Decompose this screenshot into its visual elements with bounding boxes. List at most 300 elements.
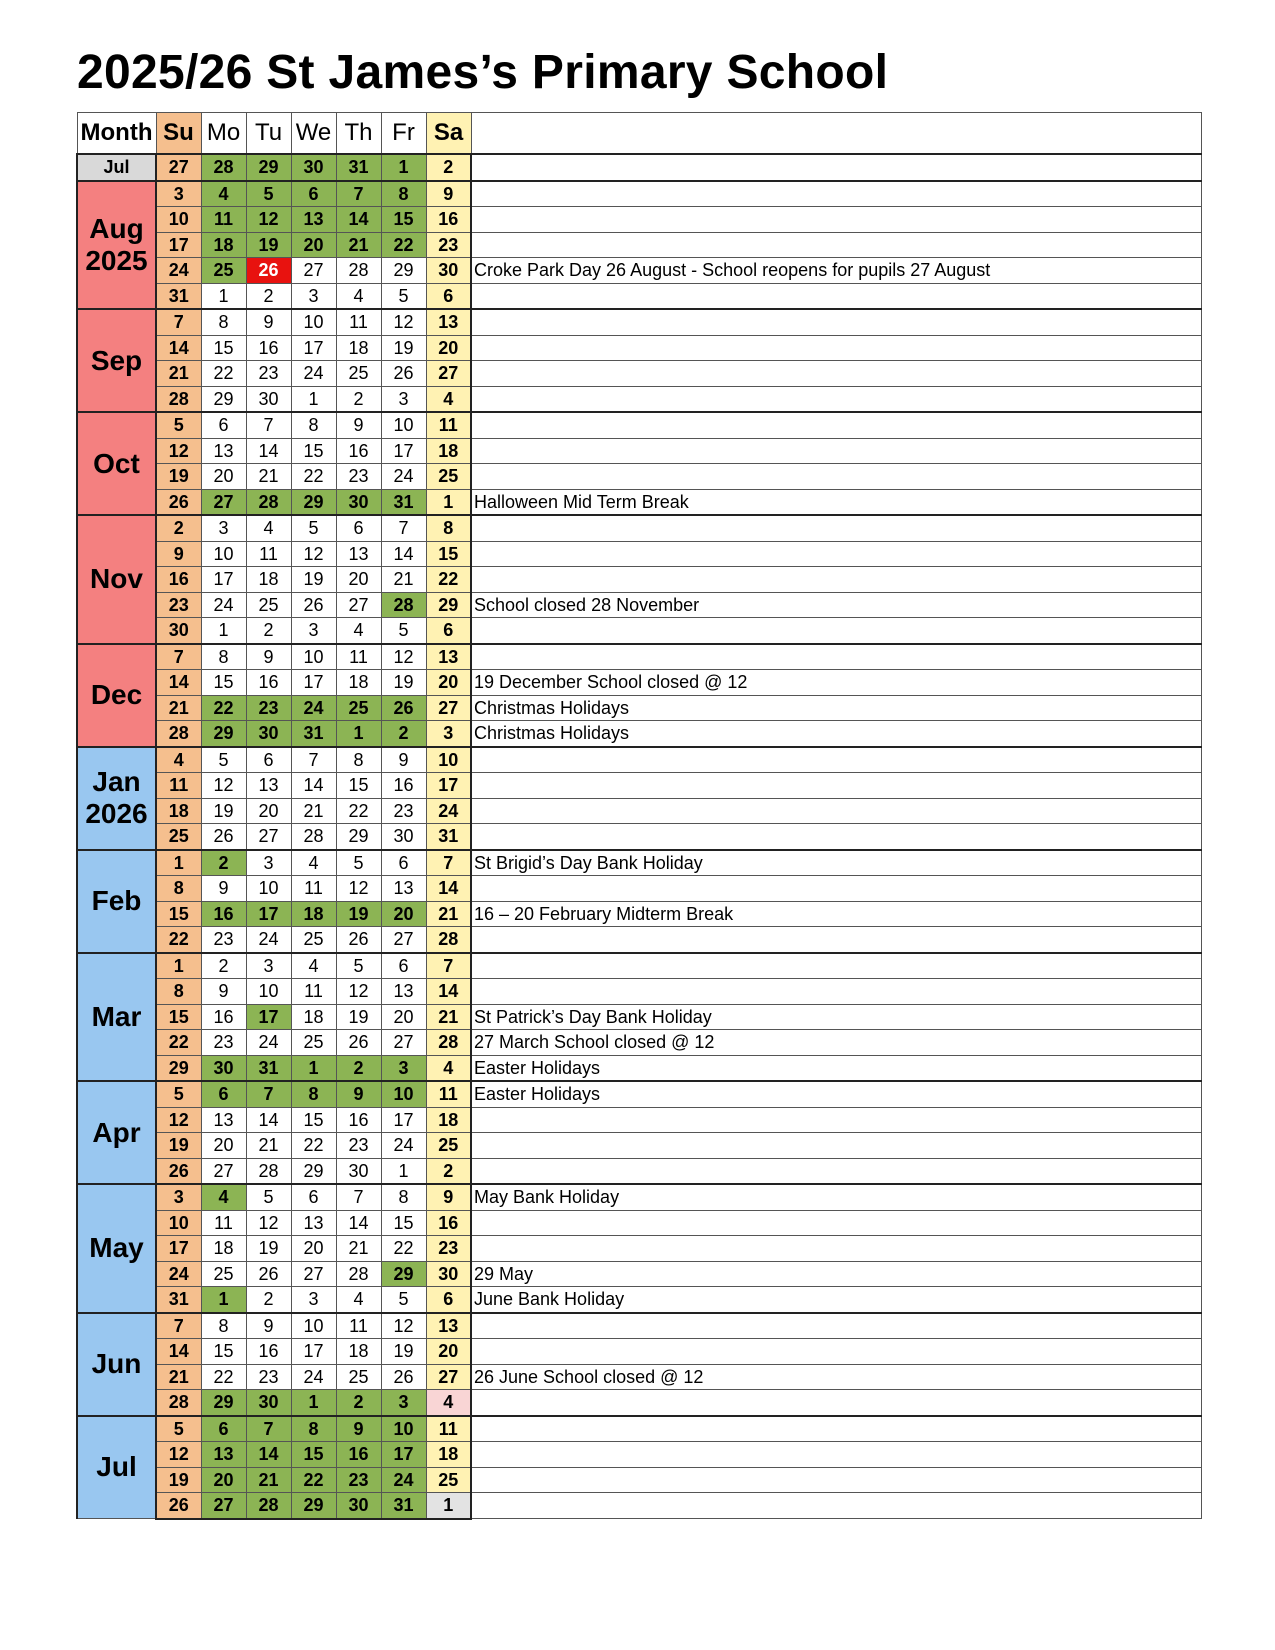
week-note: St Patrick’s Day Bank Holiday [471,1004,1201,1030]
day-cell-friday: 19 [381,335,426,361]
day-cell-tuesday: 17 [246,1004,291,1030]
day-cell-thursday: 9 [336,412,381,438]
day-cell-saturday: 6 [426,1287,471,1313]
day-cell-tuesday: 9 [246,1313,291,1339]
day-cell-saturday: 23 [426,232,471,258]
week-note [471,1313,1201,1339]
day-cell-sunday: 17 [156,232,201,258]
day-cell-friday: 20 [381,901,426,927]
day-cell-saturday: 18 [426,1107,471,1133]
day-cell-friday: 26 [381,361,426,387]
day-cell-thursday: 20 [336,567,381,593]
day-cell-tuesday: 16 [246,1339,291,1365]
day-cell-saturday: 27 [426,361,471,387]
day-cell-thursday: 13 [336,541,381,567]
day-cell-tuesday: 4 [246,515,291,541]
day-cell-tuesday: 9 [246,309,291,335]
day-cell-sunday: 7 [156,1313,201,1339]
day-cell-thursday: 7 [336,181,381,207]
week-note: Easter Holidays [471,1081,1201,1107]
day-cell-monday: 9 [201,979,246,1005]
day-cell-wednesday: 27 [291,258,336,284]
day-cell-sunday: 28 [156,1390,201,1416]
day-cell-sunday: 16 [156,567,201,593]
day-cell-monday: 17 [201,567,246,593]
day-cell-wednesday: 21 [291,798,336,824]
day-cell-monday: 18 [201,232,246,258]
day-cell-monday: 24 [201,592,246,618]
week-note [471,154,1201,181]
day-cell-tuesday: 30 [246,721,291,747]
day-cell-friday: 16 [381,773,426,799]
month-label: Jan 2026 [77,747,156,850]
week-note: May Bank Holiday [471,1184,1201,1210]
week-note [471,335,1201,361]
day-cell-tuesday: 28 [246,489,291,515]
day-cell-wednesday: 1 [291,386,336,412]
day-cell-monday: 23 [201,1030,246,1056]
day-cell-friday: 12 [381,644,426,670]
week-note [471,953,1201,979]
day-cell-thursday: 4 [336,618,381,644]
week-note [471,515,1201,541]
day-cell-thursday: 21 [336,1236,381,1262]
month-label: May [77,1184,156,1313]
week-note [471,232,1201,258]
week-note [471,927,1201,953]
day-cell-thursday: 18 [336,335,381,361]
day-cell-saturday: 9 [426,1184,471,1210]
day-cell-tuesday: 7 [246,412,291,438]
month-label: Dec [77,644,156,747]
day-cell-tuesday: 3 [246,850,291,876]
week-row [77,721,1201,747]
day-cell-wednesday: 15 [291,438,336,464]
day-cell-saturday: 4 [426,386,471,412]
week-note: 27 March School closed @ 12 [471,1030,1201,1056]
week-note [471,1107,1201,1133]
day-cell-monday: 1 [201,618,246,644]
day-cell-thursday: 22 [336,798,381,824]
week-row [77,1210,1201,1236]
day-cell-friday: 9 [381,747,426,773]
day-cell-sunday: 1 [156,953,201,979]
month-label: Jul [77,154,156,181]
day-cell-tuesday: 13 [246,773,291,799]
day-cell-friday: 24 [381,464,426,490]
week-note [471,1210,1201,1236]
day-cell-monday: 28 [201,154,246,181]
day-cell-saturday: 23 [426,1236,471,1262]
day-cell-sunday: 21 [156,695,201,721]
day-cell-wednesday: 20 [291,232,336,258]
day-cell-sunday: 26 [156,1493,201,1519]
week-note [471,773,1201,799]
day-cell-wednesday: 25 [291,927,336,953]
day-cell-monday: 16 [201,901,246,927]
week-note [471,181,1201,207]
notes-header [471,113,1201,155]
day-cell-tuesday: 16 [246,335,291,361]
day-cell-tuesday: 23 [246,695,291,721]
day-cell-monday: 6 [201,1416,246,1442]
day-cell-sunday: 30 [156,618,201,644]
day-cell-monday: 2 [201,953,246,979]
day-cell-friday: 27 [381,1030,426,1056]
day-cell-monday: 23 [201,927,246,953]
calendar-body [77,113,1201,1519]
day-cell-saturday: 7 [426,850,471,876]
day-cell-friday: 17 [381,1442,426,1468]
week-note: Christmas Holidays [471,695,1201,721]
day-cell-wednesday: 3 [291,283,336,309]
day-cell-thursday: 23 [336,464,381,490]
day-header-tuesday: Tu [246,113,291,155]
day-cell-tuesday: 3 [246,953,291,979]
day-cell-friday: 15 [381,207,426,233]
week-row [77,1287,1201,1313]
day-cell-wednesday: 13 [291,1210,336,1236]
week-row [77,464,1201,490]
day-cell-thursday: 4 [336,1287,381,1313]
day-cell-saturday: 13 [426,1313,471,1339]
month-label: Feb [77,850,156,953]
day-cell-thursday: 25 [336,361,381,387]
week-note [471,798,1201,824]
week-note: Easter Holidays [471,1055,1201,1081]
day-cell-sunday: 19 [156,1133,201,1159]
day-cell-wednesday: 10 [291,1313,336,1339]
day-cell-monday: 4 [201,181,246,207]
day-cell-saturday: 10 [426,747,471,773]
day-cell-friday: 3 [381,1055,426,1081]
week-row [77,1107,1201,1133]
week-row [77,412,1201,438]
day-cell-friday: 20 [381,1004,426,1030]
day-cell-friday: 3 [381,1390,426,1416]
day-cell-sunday: 12 [156,1107,201,1133]
day-cell-wednesday: 14 [291,773,336,799]
week-row [77,1364,1201,1390]
day-cell-saturday: 4 [426,1055,471,1081]
day-cell-sunday: 3 [156,181,201,207]
week-row [77,541,1201,567]
day-cell-thursday: 6 [336,515,381,541]
day-cell-tuesday: 26 [246,258,291,284]
week-row [77,232,1201,258]
week-row [77,1055,1201,1081]
day-cell-tuesday: 5 [246,1184,291,1210]
week-note [471,438,1201,464]
week-note [471,283,1201,309]
day-cell-monday: 27 [201,489,246,515]
day-cell-wednesday: 5 [291,515,336,541]
day-cell-thursday: 28 [336,1261,381,1287]
day-cell-monday: 29 [201,1390,246,1416]
day-cell-wednesday: 18 [291,901,336,927]
week-note [471,207,1201,233]
day-cell-tuesday: 11 [246,541,291,567]
day-header-monday: Mo [201,113,246,155]
day-cell-tuesday: 2 [246,618,291,644]
week-note: St Brigid’s Day Bank Holiday [471,850,1201,876]
day-cell-tuesday: 2 [246,1287,291,1313]
day-cell-saturday: 18 [426,438,471,464]
day-cell-thursday: 26 [336,1030,381,1056]
day-cell-monday: 25 [201,1261,246,1287]
day-cell-wednesday: 24 [291,695,336,721]
day-cell-friday: 1 [381,154,426,181]
day-cell-monday: 8 [201,1313,246,1339]
day-cell-wednesday: 7 [291,747,336,773]
day-cell-friday: 10 [381,1416,426,1442]
week-note [471,309,1201,335]
day-cell-friday: 10 [381,412,426,438]
day-cell-friday: 6 [381,850,426,876]
month-label: Sep [77,309,156,412]
week-row [77,1442,1201,1468]
day-cell-friday: 26 [381,695,426,721]
day-cell-sunday: 1 [156,850,201,876]
day-cell-monday: 6 [201,412,246,438]
day-cell-friday: 31 [381,1493,426,1519]
day-cell-tuesday: 19 [246,1236,291,1262]
day-cell-sunday: 15 [156,1004,201,1030]
day-cell-saturday: 8 [426,515,471,541]
week-row [77,901,1201,927]
calendar-table [76,112,1202,1520]
day-cell-monday: 1 [201,1287,246,1313]
day-cell-sunday: 10 [156,1210,201,1236]
day-cell-friday: 31 [381,489,426,515]
week-note [471,824,1201,850]
day-cell-tuesday: 25 [246,592,291,618]
day-cell-tuesday: 17 [246,901,291,927]
day-cell-friday: 29 [381,1261,426,1287]
day-cell-thursday: 16 [336,1442,381,1468]
day-cell-tuesday: 30 [246,386,291,412]
day-cell-tuesday: 23 [246,1364,291,1390]
day-cell-monday: 30 [201,1055,246,1081]
week-row [77,1416,1201,1442]
day-cell-thursday: 19 [336,901,381,927]
day-cell-wednesday: 11 [291,876,336,902]
week-note [471,1493,1201,1519]
day-cell-thursday: 29 [336,824,381,850]
day-cell-monday: 9 [201,876,246,902]
day-cell-thursday: 30 [336,1493,381,1519]
week-row [77,850,1201,876]
day-cell-tuesday: 7 [246,1081,291,1107]
week-row [77,1236,1201,1262]
day-header-sunday: Su [156,113,201,155]
day-cell-thursday: 18 [336,1339,381,1365]
day-cell-tuesday: 12 [246,1210,291,1236]
day-cell-sunday: 26 [156,489,201,515]
day-cell-saturday: 1 [426,489,471,515]
day-cell-wednesday: 8 [291,412,336,438]
week-note: Christmas Holidays [471,721,1201,747]
week-row [77,438,1201,464]
week-note [471,567,1201,593]
day-cell-thursday: 8 [336,747,381,773]
day-cell-sunday: 15 [156,901,201,927]
day-header-saturday: Sa [426,113,471,155]
day-cell-friday: 29 [381,258,426,284]
day-cell-friday: 19 [381,670,426,696]
day-cell-wednesday: 8 [291,1416,336,1442]
day-cell-friday: 22 [381,1236,426,1262]
day-cell-saturday: 31 [426,824,471,850]
week-note [471,1158,1201,1184]
day-cell-sunday: 12 [156,438,201,464]
day-cell-monday: 13 [201,1442,246,1468]
week-note [471,1467,1201,1493]
day-cell-sunday: 17 [156,1236,201,1262]
day-cell-monday: 20 [201,1467,246,1493]
week-note [471,644,1201,670]
day-cell-wednesday: 1 [291,1055,336,1081]
day-cell-wednesday: 19 [291,567,336,593]
day-cell-sunday: 7 [156,644,201,670]
day-cell-sunday: 7 [156,309,201,335]
day-cell-monday: 2 [201,850,246,876]
day-cell-wednesday: 24 [291,361,336,387]
day-cell-thursday: 16 [336,438,381,464]
week-row [77,1004,1201,1030]
day-cell-saturday: 13 [426,644,471,670]
day-cell-monday: 16 [201,1004,246,1030]
day-cell-monday: 10 [201,541,246,567]
day-cell-monday: 20 [201,1133,246,1159]
day-cell-monday: 18 [201,1236,246,1262]
day-header-thursday: Th [336,113,381,155]
week-note [471,541,1201,567]
day-cell-friday: 19 [381,1339,426,1365]
day-cell-saturday: 4 [426,1390,471,1416]
day-cell-sunday: 19 [156,464,201,490]
day-cell-friday: 13 [381,979,426,1005]
day-cell-sunday: 2 [156,515,201,541]
day-cell-monday: 20 [201,464,246,490]
day-cell-wednesday: 22 [291,1467,336,1493]
week-row [77,258,1201,284]
week-row [77,592,1201,618]
day-cell-saturday: 7 [426,953,471,979]
day-cell-sunday: 9 [156,541,201,567]
week-row [77,207,1201,233]
day-cell-sunday: 8 [156,979,201,1005]
day-cell-tuesday: 10 [246,876,291,902]
day-cell-sunday: 28 [156,721,201,747]
day-cell-wednesday: 3 [291,1287,336,1313]
day-cell-thursday: 2 [336,386,381,412]
day-cell-tuesday: 21 [246,464,291,490]
day-cell-monday: 26 [201,824,246,850]
day-cell-wednesday: 17 [291,670,336,696]
day-cell-tuesday: 5 [246,181,291,207]
day-cell-sunday: 5 [156,412,201,438]
day-cell-saturday: 27 [426,1364,471,1390]
day-cell-tuesday: 23 [246,361,291,387]
day-cell-saturday: 22 [426,567,471,593]
day-cell-saturday: 15 [426,541,471,567]
week-note: 29 May [471,1261,1201,1287]
week-row [77,644,1201,670]
week-row [77,1390,1201,1416]
day-cell-wednesday: 6 [291,1184,336,1210]
day-cell-thursday: 7 [336,1184,381,1210]
day-header-friday: Fr [381,113,426,155]
day-cell-tuesday: 9 [246,644,291,670]
day-cell-wednesday: 10 [291,309,336,335]
day-cell-tuesday: 14 [246,438,291,464]
week-row [77,567,1201,593]
day-cell-sunday: 8 [156,876,201,902]
day-cell-thursday: 31 [336,154,381,181]
day-cell-friday: 5 [381,618,426,644]
day-cell-sunday: 31 [156,1287,201,1313]
day-cell-saturday: 2 [426,1158,471,1184]
day-cell-saturday: 13 [426,309,471,335]
week-row [77,489,1201,515]
day-cell-tuesday: 14 [246,1107,291,1133]
day-cell-friday: 22 [381,232,426,258]
day-cell-monday: 12 [201,773,246,799]
day-cell-thursday: 9 [336,1081,381,1107]
day-cell-thursday: 9 [336,1416,381,1442]
day-cell-sunday: 12 [156,1442,201,1468]
month-label: Aug 2025 [77,181,156,310]
week-row [77,515,1201,541]
day-cell-monday: 15 [201,335,246,361]
week-row [77,1158,1201,1184]
day-cell-monday: 15 [201,670,246,696]
week-row [77,670,1201,696]
day-cell-sunday: 22 [156,1030,201,1056]
day-cell-saturday: 20 [426,335,471,361]
day-cell-monday: 22 [201,1364,246,1390]
week-row [77,1339,1201,1365]
day-cell-friday: 15 [381,1210,426,1236]
day-cell-thursday: 5 [336,850,381,876]
day-cell-saturday: 30 [426,258,471,284]
day-cell-friday: 8 [381,1184,426,1210]
day-cell-monday: 6 [201,1081,246,1107]
day-cell-wednesday: 30 [291,154,336,181]
day-cell-wednesday: 29 [291,1493,336,1519]
day-cell-monday: 22 [201,361,246,387]
day-cell-sunday: 11 [156,773,201,799]
day-cell-sunday: 14 [156,1339,201,1365]
day-cell-wednesday: 31 [291,721,336,747]
week-row [77,618,1201,644]
week-row [77,283,1201,309]
day-cell-wednesday: 29 [291,1158,336,1184]
week-row [77,335,1201,361]
week-note [471,412,1201,438]
day-cell-thursday: 14 [336,1210,381,1236]
week-note [471,1390,1201,1416]
day-cell-thursday: 4 [336,283,381,309]
week-row [77,386,1201,412]
day-cell-wednesday: 11 [291,979,336,1005]
week-note [471,618,1201,644]
day-cell-saturday: 21 [426,1004,471,1030]
day-cell-tuesday: 28 [246,1493,291,1519]
day-cell-monday: 11 [201,207,246,233]
day-cell-thursday: 12 [336,876,381,902]
